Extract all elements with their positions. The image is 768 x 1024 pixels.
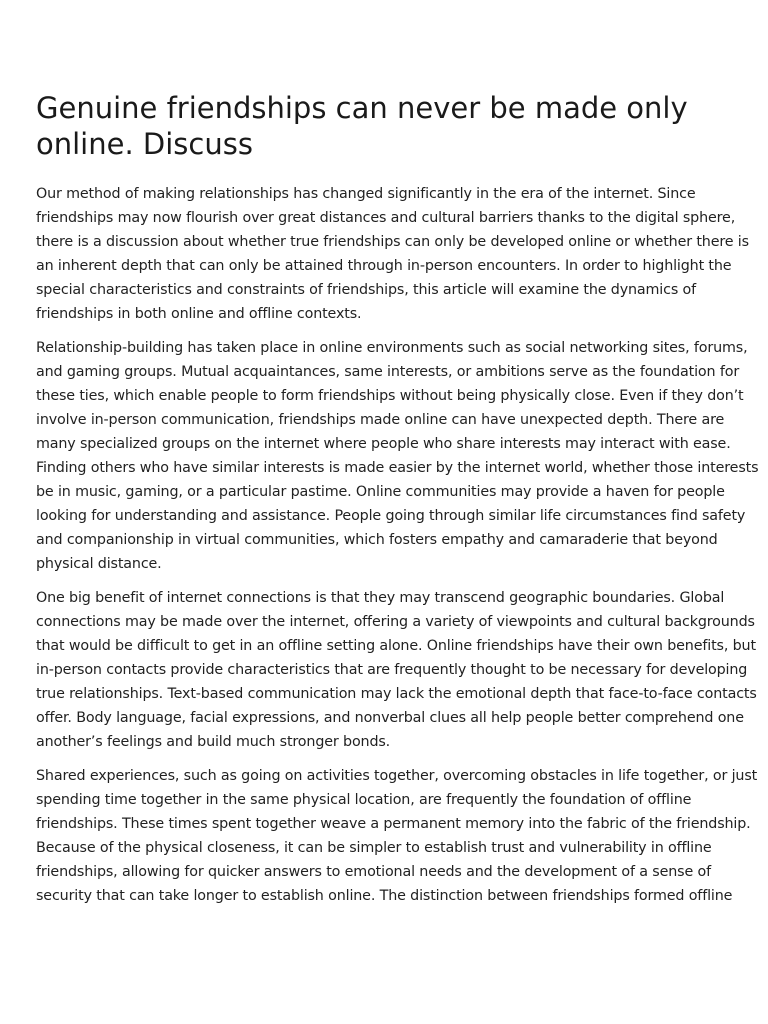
paragraph-geographic-boundaries: One big benefit of internet connections is that they may transcend geographic boundaries. Global connections may be made over the internet, offering a variety of viewpoints and cultural backgrounds that would be difficult to get in an offline setting alone. Online friendships have their own benefits, but in-person contacts provide characteristics that are frequently thought to be necessary for developing true relationships. Text-based communication may lack the emotional depth that face-to-face contacts offer. Body language, facial expressions, and nonverbal clues all help people better comprehend one another’s feelings and build much stronger bonds. bbox=[36, 590, 757, 750]
paragraph-shared-experiences: Shared experiences, such as going on activities together, overcoming obstacles in life together, or just spending time together in the same physical location, are frequently the foundation of offline friendships. These times spent together weave a permanent memory into the fabric of the friendship. Because of the physical closeness, it can be simpler to establish trust and vulnerability in offline friendships, allowing for quicker answers to emotional needs and the development of a sense of security that can take longer to establish online. The distinction between friendships formed offline bbox=[36, 768, 758, 904]
paragraph-online-environments: Relationship-building has taken place in online environments such as social networking sites, forums, and gaming groups. Mutual acquaintances, same interests, or ambitions serve as the foundation for these ties, which enable people to form friendships without being physically close. Even if they don’t involve in-person communication, friendships made online can have unexpected depth. There are many specialized groups on the internet where people who share interests may interact with ease. Finding others who have similar interests is made easier by the internet world, whether those interests be in music, gaming, or a particular pastime. Online communities may provide a haven for people looking for understanding and assistance. People going through similar life circumstances find safety and companionship in virtual communities, which fosters empathy and camaraderie that beyond physical distance. bbox=[36, 340, 759, 572]
paragraph-intro: Our method of making relationships has changed significantly in the era of the internet. Since friendships may now flourish over great distances and cultural barriers thanks to the digital sphere, there is a discussion about whether true friendships can only be developed online or whether there is an inherent depth that can only be attained through in-person encounters. In order to highlight the special characteristics and constraints of friendships, this article will examine the dynamics of friendships in both online and offline contexts. bbox=[36, 186, 749, 322]
document-page bbox=[36, 90, 764, 918]
document-title: Genuine friendships can never be made only online. Discuss bbox=[36, 91, 688, 161]
